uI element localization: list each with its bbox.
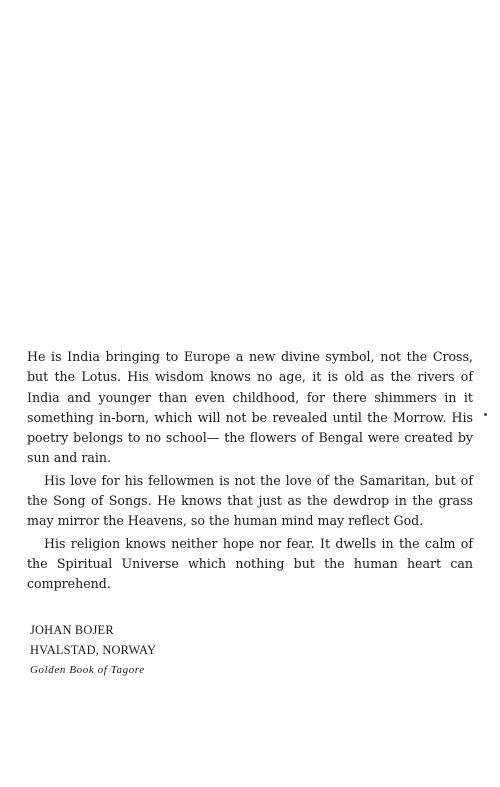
paragraph-1: He is India bringing to Europe a new divine symbol, not the Cross, but the Lotus. His wisdom knows no age, it is old as the rivers of India and younger than even childhood, for there shimmers in it something in-born, which will not be revealed until the Morrow. His poetry belongs to no school— the flowers of Bengal were created by sun and rain. — [27, 349, 473, 466]
source-title: Golden Book of Tagore — [30, 664, 145, 676]
paragraph-3: His religion knows neither hope nor fear. It dwells in the calm of the Spiritual Universe which nothing but the human heart can comprehend. — [27, 535, 473, 592]
scan-speck — [484, 413, 487, 416]
author-place: HVALSTAD, NORWAY — [30, 643, 157, 657]
tribute-text — [27, 347, 473, 597]
signature-block — [30, 620, 330, 680]
paragraph-2: His love for his fellowmen is not the love of the Samaritan, but of the Song of Songs. He knows that just as the dewdrop in the grass may mirror the Heavens, so the human mind may reflect God. — [27, 472, 473, 529]
author-name: JOHAN BOJER — [30, 623, 114, 637]
